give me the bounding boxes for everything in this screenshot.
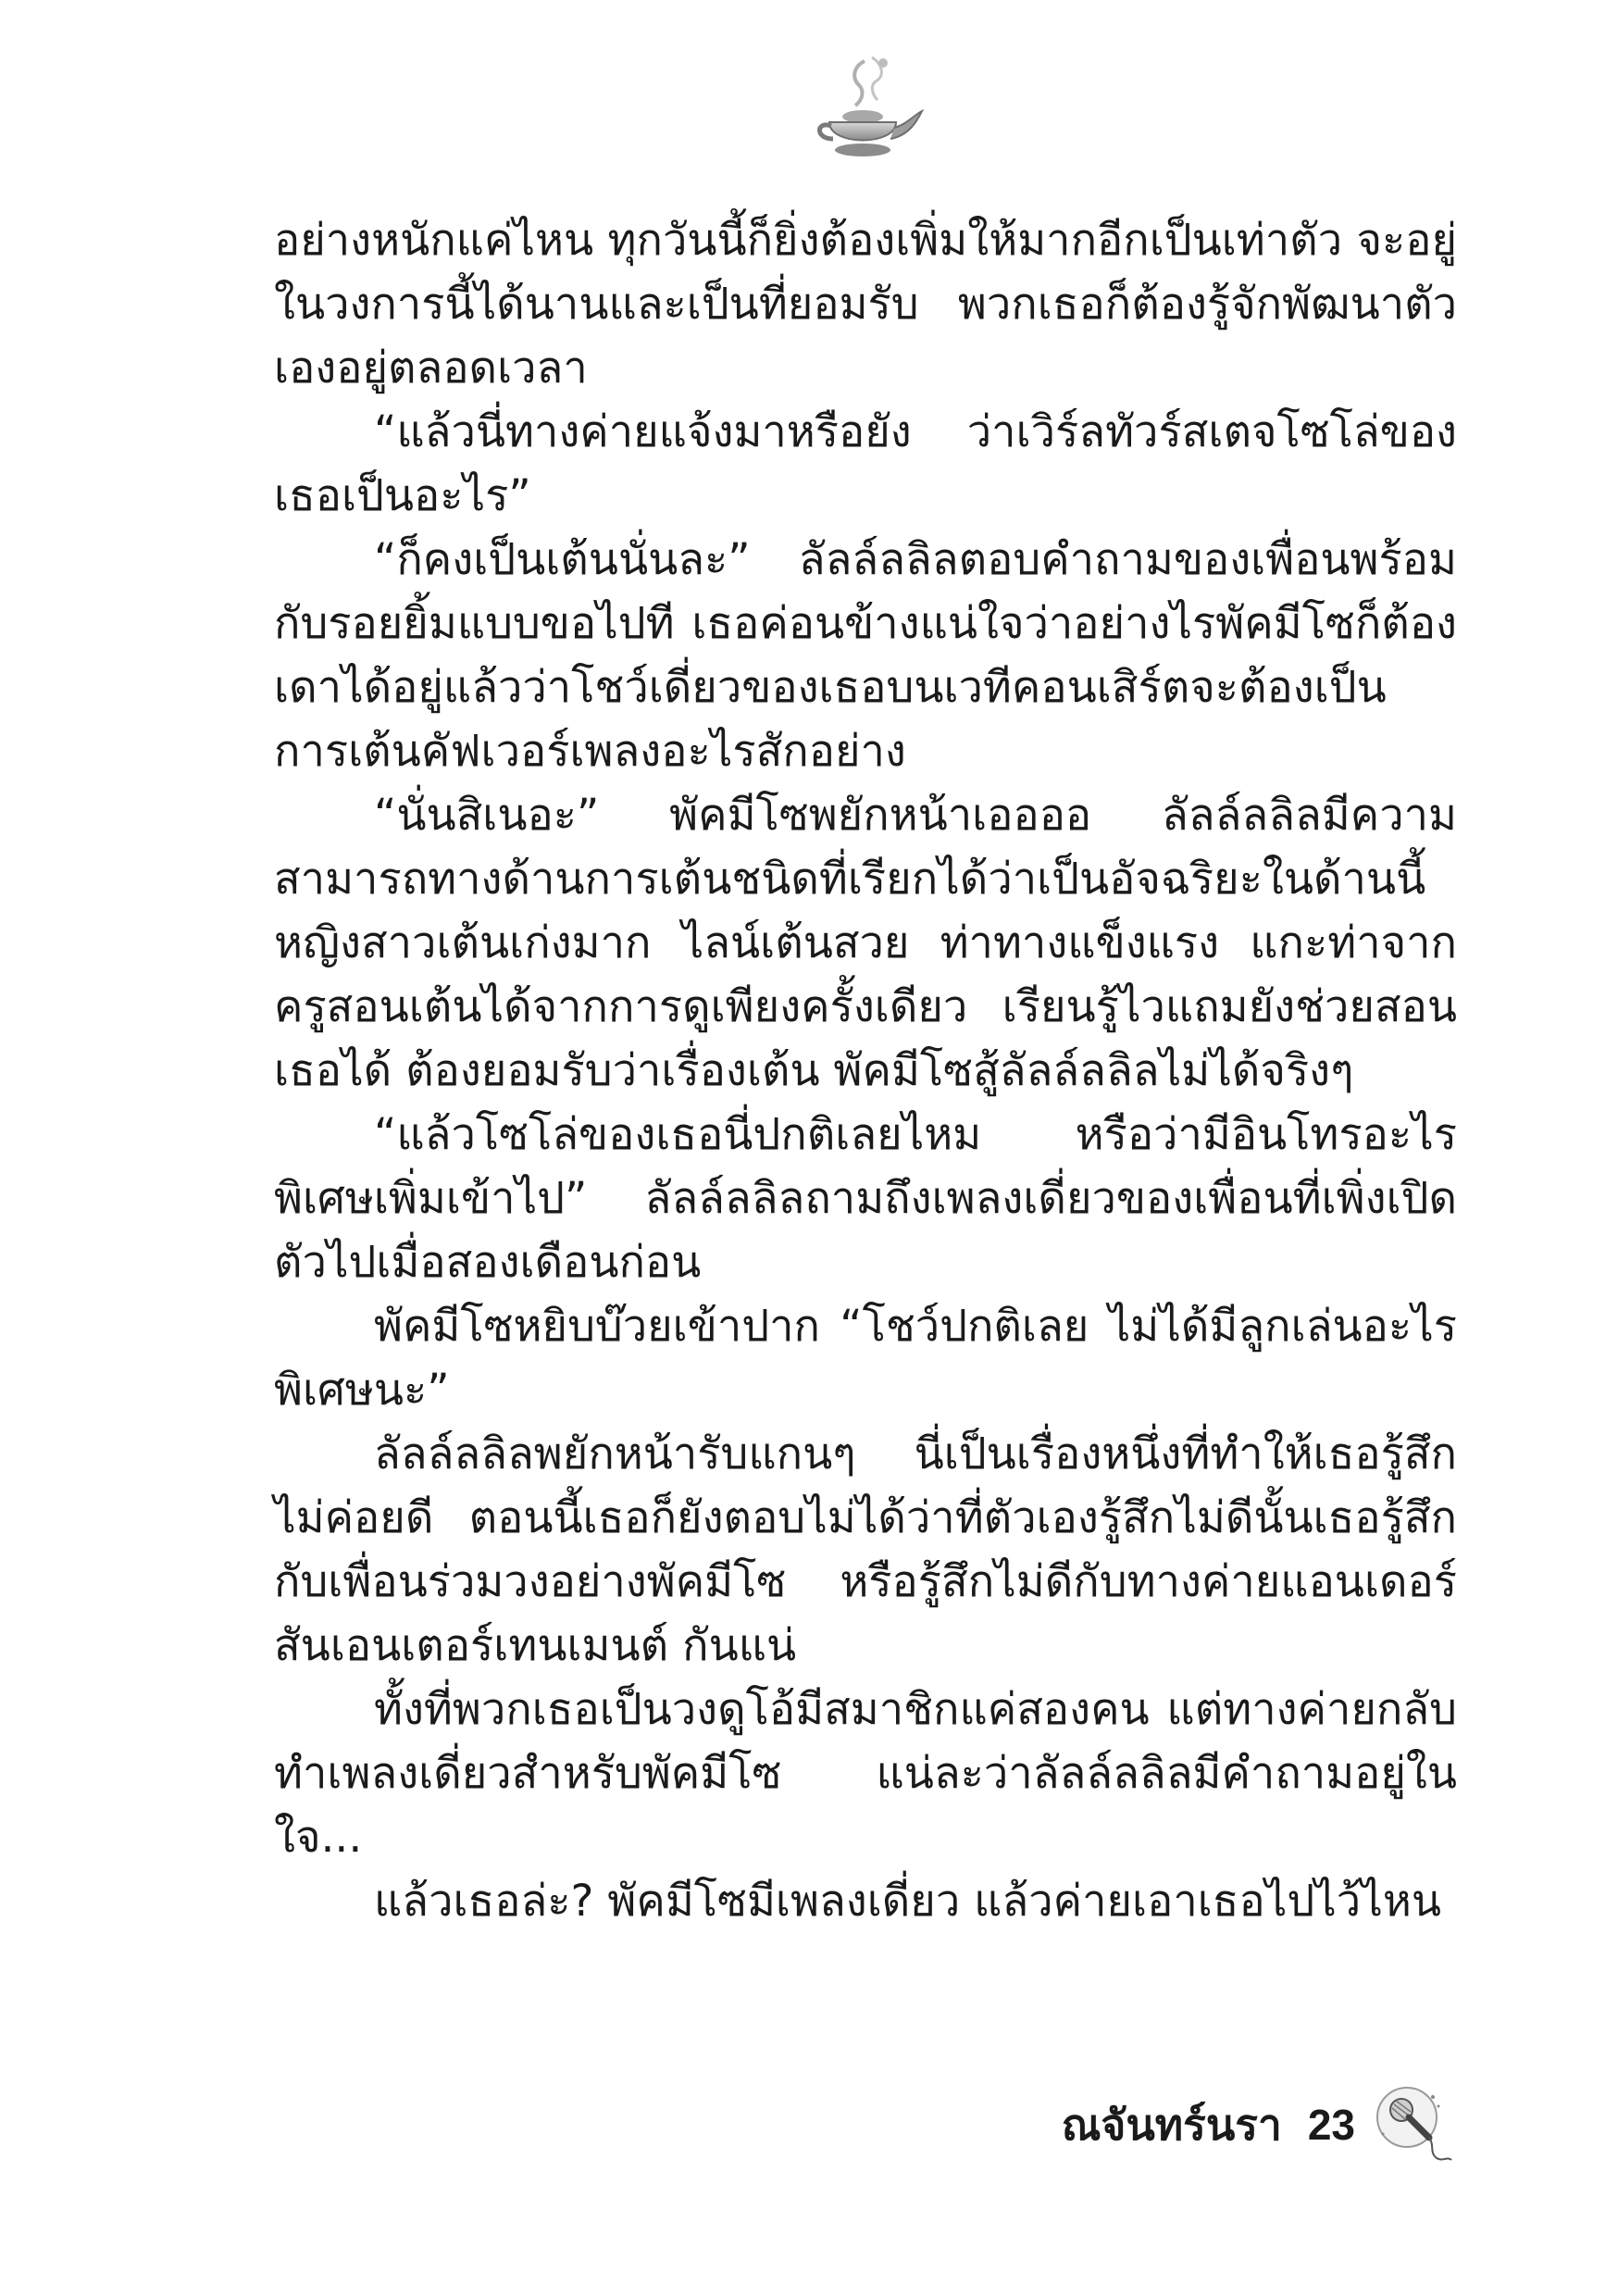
teapot-ornament-icon [798,54,927,165]
microphone-icon [1368,2080,1457,2169]
page-footer [1062,2078,1457,2171]
paragraph-4: “นั่นสิเนอะ” พัคมีโซพยักหน้าเออออ ลัลล์ลลิลมีความสามารถทางด้านการเต้นชนิดที่เรียกได้ว่าเป็นอัจฉริยะในด้านนี้ หญิงสาวเต้นเก่งมาก ไลน์เต้นสวย ท่าทางแข็งแรง แกะท่าจากครูสอนเต้นได้จากการดูเพียงครั้งเดียว เรียนรู้ไวแถมยังช่วยสอนเธอได้ ต้องยอมรับว่าเรื่องเต้น พัคมีโซสู้ลัลล์ลลิลไม่ได้จริงๆ [274,790,1457,1096]
paragraph-8: ทั้งที่พวกเธอเป็นวงดูโอ้มีสมาชิกแค่สองคน แต่ทางค่ายกลับทำเพลงเดี่ยวสำหรับพัคมีโซ แน่ละว่าลัลล์ลลิลมีคำถามอยู่ในใจ... [274,1684,1457,1863]
paragraph-6: พัคมีโซหยิบบ๊วยเข้าปาก “โชว์ปกติเลย ไม่ได้มีลูกเล่นอะไรพิเศษนะ” [274,1301,1457,1416]
paragraph-3: “ก็คงเป็นเต้นนั่นละ” ลัลล์ลลิลตอบคำถามของเพื่อนพร้อมกับรอยยิ้มแบบขอไปที เธอค่อนข้างแน่ใจว่าอย่างไรพัคมีโซก็ต้องเดาได้อยู่แล้วว่าโชว์เดี่ยวของเธอบนเวทีคอนเสิร์ตจะต้องเป็นการเต้นคัฟเวอร์เพลงอะไรสักอย่าง [274,534,1457,777]
paragraph-2: “แล้วนี่ทางค่ายแจ้งมาหรือยัง ว่าเวิร์ลทัวร์สเตจโซโล่ของเธอเป็นอะไร” [274,406,1457,521]
page-number: 23 [1307,2101,1355,2149]
paragraph-7: ลัลล์ลลิลพยักหน้ารับแกนๆ นี่เป็นเรื่องหนึ่งที่ทำให้เธอรู้สึกไม่ค่อยดี ตอนนี้เธอก็ยังตอบไม่ได้ว่าที่ตัวเองรู้สึกไม่ดีนั้นเธอรู้สึกกับเพื่อนร่วมวงอย่างพัคมีโซ หรือรู้สึกไม่ดีกับทางค่ายแอนเดอร์สันเอนเตอร์เทนเมนต์ กันแน่ [274,1429,1457,1671]
paragraph-1: อย่างหนักแค่ไหน ทุกวันนี้ก็ยิ่งต้องเพิ่มให้มากอีกเป็นเท่าตัว จะอยู่ในวงการนี้ได้นานและเป็นที่ยอมรับ พวกเธอก็ต้องรู้จักพัฒนาตัวเองอยู่ตลอดเวลา [274,215,1457,393]
paragraph-5: “แล้วโซโล่ของเธอนี่ปกติเลยไหม หรือว่ามีอินโทรอะไรพิเศษเพิ่มเข้าไป” ลัลล์ลลิลถามถึงเพลงเดี่ยวของเพื่อนที่เพิ่งเปิดตัวไปเมื่อสองเดือนก่อน [274,1109,1457,1288]
paragraph-9: แล้วเธอล่ะ? พัคมีโซมีเพลงเดี่ยว แล้วค่ายเอาเธอไปไว้ไหน [374,1876,1441,1927]
footer-author: ณจันทร์นรา [1061,2099,1282,2150]
body-text [274,208,1457,1933]
